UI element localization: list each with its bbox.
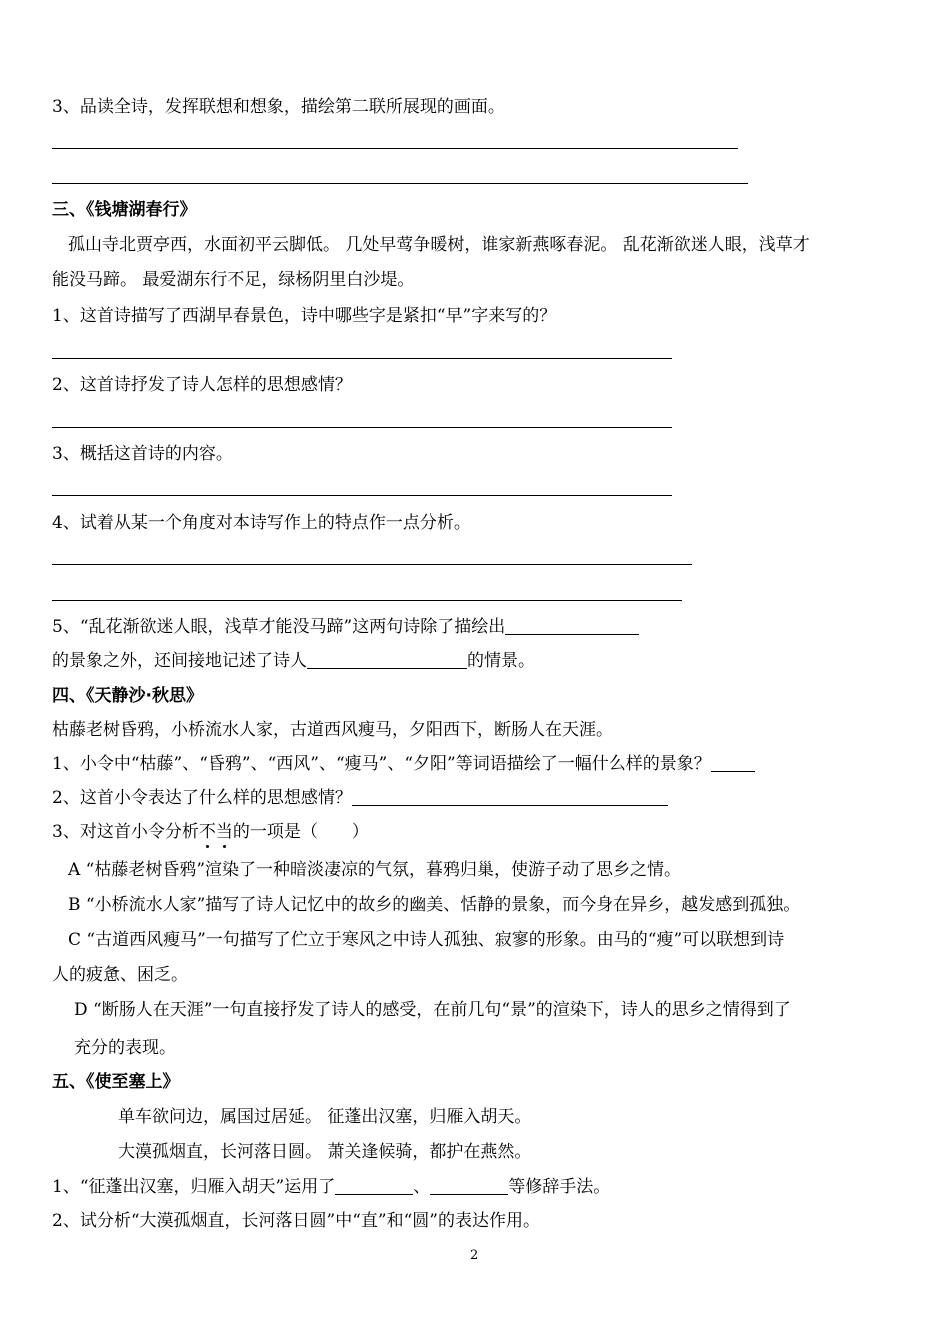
option-d-continued: 充分的表现。 [74,1038,176,1058]
question-part: 、 [413,1177,431,1197]
question-text [52,820,369,844]
emphasis-char: 不 [198,822,216,842]
poem-line: 大漠孤烟直，长河落日圆。 萧关逢候骑，都护在燕然。 [118,1142,532,1162]
answer-line [52,600,682,601]
poem-line: 枯藤老树昏鸦，小桥流水人家，古道西风瘦马，夕阳西下，断肠人在天涯。 [52,720,613,740]
section-5-title: 五、《使至塞上》 [52,1072,180,1092]
fill-blank[interactable] [307,650,467,669]
poem-line: 孤山寺北贾亭西，水面初平云脚低。 几处早莺争暖树，谁家新燕啄春泥。 乱花渐欲迷人眼，浅草才 [68,235,810,255]
question-part: 1、“征蓬出汉塞，归雁入胡天”运用了 [52,1177,336,1197]
answer-line [52,183,748,184]
question-part: 1、小令中“枯藤”、“昏鸦”、“西风”、“瘦马”、“夕阳”等词语描绘了一幅什么样的景象？ [52,754,711,774]
fill-blank[interactable] [352,787,668,806]
question-text [52,752,755,776]
question-text: 1、这首诗描写了西湖早春景色，诗中哪些字是紧扣“早”字来写的？ [52,306,557,326]
question-part: 等修辞手法。 [508,1177,611,1197]
answer-line [52,495,672,496]
question-text [52,786,668,810]
answer-line [52,148,738,149]
fill-blank[interactable] [335,1176,413,1195]
question-text: 2、试分析“大漠孤烟直，长河落日圆”中“直”和“圆”的表达作用。 [52,1211,540,1231]
poem-line: 能没马蹄。 最爱湖东行不足，绿杨阴里白沙堤。 [52,270,415,290]
question-part: 的一项是（ ） [232,822,369,842]
fill-blank[interactable] [430,1176,508,1195]
section-3-title: 三、《钱塘湖春行》 [52,200,197,220]
question-3-3: 3、品读全诗，发挥联想和想象，描绘第二联所展现的画面。 [52,97,505,117]
question-part: 的情景。 [467,651,535,671]
answer-line [52,564,692,565]
fill-blank[interactable] [505,616,639,635]
section-4-title: 四、《天静沙·秋思》 [52,686,203,706]
fill-blank[interactable] [711,753,755,772]
question-part: 2、这首小令表达了什么样的思想感情？ [52,788,352,808]
question-part: 5、“乱花渐欲迷人眼，浅草才能没马蹄”这两句诗除了描绘出 [52,617,506,637]
option-b: B “小桥流水人家”描写了诗人记忆中的故乡的幽美、恬静的景象，而今身在异乡，越发感到孤独。 [68,895,801,915]
question-text [52,649,535,673]
question-text: 4、试着从某一个角度对本诗写作上的特点作一点分析。 [52,513,471,533]
option-c: C “古道西风瘦马”一句描写了伫立于寒风之中诗人孤独、寂寥的形象。由马的“瘦”可以联想到诗 [68,930,785,950]
question-text: 3、概括这首诗的内容。 [52,444,233,464]
option-c-continued: 人的疲惫、困乏。 [52,965,188,985]
emphasis-char: 当 [215,822,233,842]
page-number: 2 [470,1248,479,1263]
poem-line: 单车欲问边，属国过居延。 征蓬出汉塞，归雁入胡天。 [118,1107,532,1127]
option-a: A “枯藤老树昏鸦”渲染了一种暗淡凄凉的气氛，暮鸦归巢，使游子动了思乡之情。 [68,860,682,880]
question-part: 3、对这首小令分析 [52,822,199,842]
answer-line [52,358,672,359]
question-part: 的景象之外，还间接地记述了诗人 [52,651,307,671]
question-text: 2、这首诗抒发了诗人怎样的思想感情？ [52,375,352,395]
option-d: D “断肠人在天涯”一句直接抒发了诗人的感受，在前几句“景”的渲染下，诗人的思乡之情得到了 [74,1000,791,1020]
question-text [52,615,639,639]
answer-line [52,427,672,428]
question-text [52,1175,610,1199]
